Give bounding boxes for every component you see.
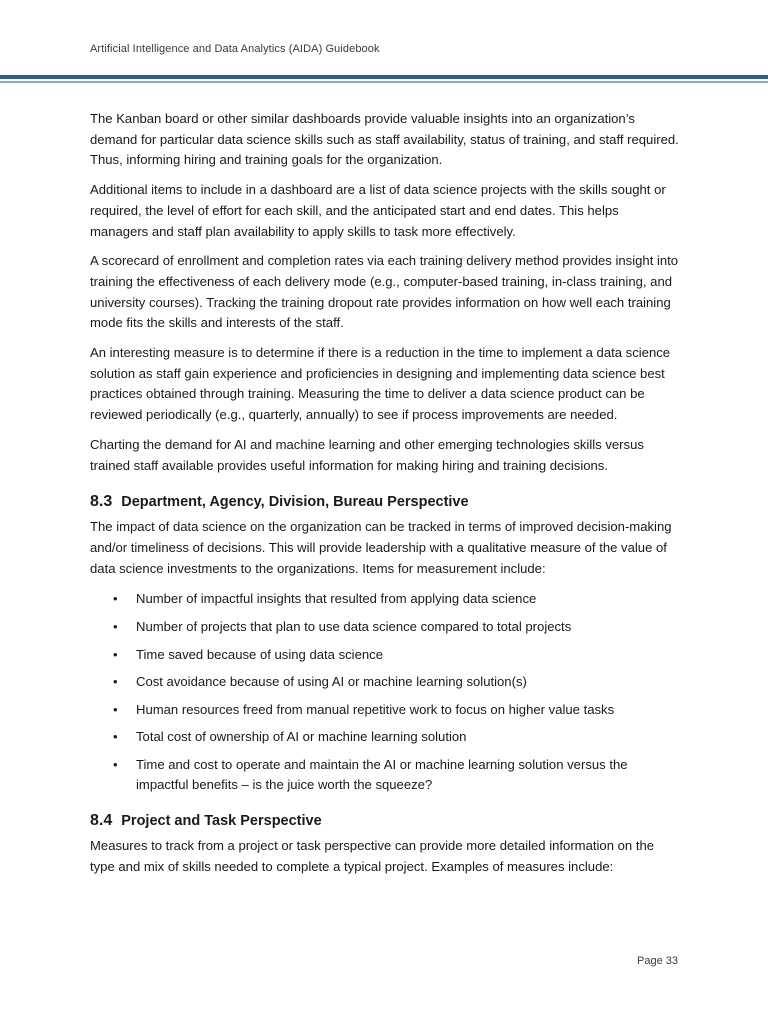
list-item: • Time saved because of using data science [90, 645, 680, 665]
section-heading-8-3 [90, 493, 680, 511]
section-number: 8.4 [90, 811, 113, 829]
list-item: • Number of projects that plan to use data science compared to total projects [90, 617, 680, 637]
bullet-icon: • [113, 701, 118, 717]
paragraph-charting-demand: Charting the demand for AI and machine learning and other emerging technologies skills versus trained staff available provides useful information for making hiring and training decisions. [90, 436, 644, 473]
paragraph-scorecard: A scorecard of enrollment and completion rates via each training delivery method provides insight into training the effectiveness of each delivery mode (e.g., computer-based training, in-class training, and university courses). Tracking the training dropout rate provides information on how well each training mode fits the skills and interests of the staff. [90, 253, 679, 331]
list-item: • Number of impactful insights that resulted from applying data science [90, 589, 680, 609]
paragraph-kanban-insights: The Kanban board or other similar dashboards provide valuable insights into an organization’s demand for particular data science skills such as staff availability, status of training, and staff required. Thus, informing hiring and training goals for the organization. [90, 111, 679, 168]
page-number: Page 33 [637, 955, 678, 967]
bullet-icon: • [113, 618, 118, 634]
section-title: Project and Task Perspective [121, 812, 322, 829]
header-rule-secondary [0, 81, 768, 83]
list-item: • Time and cost to operate and maintain the AI or machine learning solution versus the impactful benefits – is the juice worth the squeeze? [113, 756, 628, 792]
section-heading-8-4 [90, 812, 680, 830]
list-item: • Total cost of ownership of AI or machine learning solution [90, 727, 680, 747]
paragraph-time-to-implement: An interesting measure is to determine if there is a reduction in the time to implement a data science solution as staff gain experience and proficiencies in designing and implementing data science best practices obtained through training. Measuring the time to deliver a data science product can be reviewed periodically (e.g., quarterly, annually) to see if process improvements are needed. [90, 345, 671, 423]
section-number: 8.3 [90, 493, 113, 511]
paragraph-impact-of-data-science: The impact of data science on the organization can be tracked in terms of improved decision-making and/or timeliness of decisions. This will provide leadership with a qualitative measure of the value of data science investments to the organizations. Items for measurement include: [90, 519, 672, 576]
bullet-icon: • [113, 756, 118, 772]
paragraph-project-measures: Measures to track from a project or task perspective can provide more detailed information on the type and mix of skills needed to complete a typical project. Examples of measures include: [90, 837, 655, 874]
bullet-icon: • [113, 646, 118, 662]
measurement-items-list [90, 589, 680, 795]
header-rule [0, 75, 768, 79]
page-content [90, 109, 680, 886]
paragraph-dashboard-items: Additional items to include in a dashboard are a list of data science projects with the skills sought or required, the level of effort for each skill, and the anticipated start and end dates. This helps managers and staff plan availability to apply skills to task more effectively. [90, 182, 666, 239]
bullet-icon: • [113, 729, 118, 745]
section-title: Department, Agency, Division, Bureau Perspective [121, 494, 469, 511]
list-item: • Cost avoidance because of using AI or machine learning solution(s) [90, 672, 680, 692]
bullet-icon: • [113, 674, 118, 690]
list-item: • Human resources freed from manual repetitive work to focus on higher value tasks [90, 700, 680, 720]
bullet-icon: • [113, 591, 118, 607]
running-header: Artificial Intelligence and Data Analytics (AIDA) Guidebook [90, 43, 380, 55]
